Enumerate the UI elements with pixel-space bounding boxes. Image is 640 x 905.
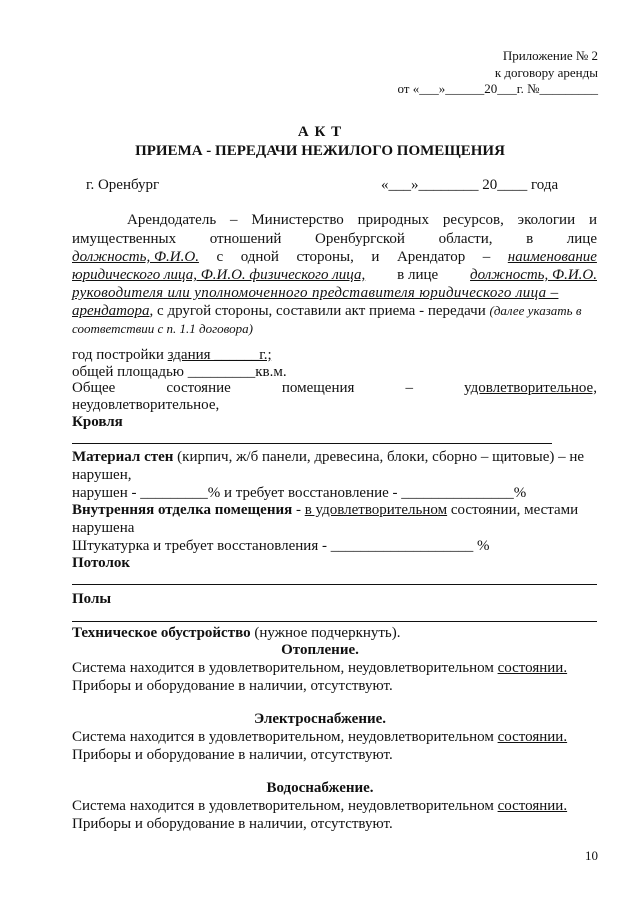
intro-word: отношений	[209, 231, 282, 247]
interior-rest: состоянии, местами	[447, 502, 579, 518]
water-line-2: Приборы и оборудование в наличии, отсутствуют.	[72, 816, 393, 832]
state-word: состояние	[166, 380, 231, 396]
tech-line	[72, 625, 401, 642]
intro-word: одной	[240, 249, 279, 265]
intro-line-7: соответствии с п. 1.1 договора)	[72, 321, 253, 336]
water-title: Водоснабжение.	[266, 780, 374, 796]
tech-note: (нужное подчеркнуть).	[250, 625, 401, 641]
city: г. Оренбург	[86, 177, 160, 193]
intro-word: лице	[566, 231, 597, 247]
intro-word: в лице	[397, 267, 439, 283]
system-state: состоянии.	[497, 660, 568, 676]
page-number: 10	[585, 848, 598, 863]
electricity-line-2: Приборы и оборудование в наличии, отсутствуют.	[72, 747, 393, 763]
intro-line-1	[127, 212, 597, 229]
plaster-line: Штукатурка и требует восстановления - ___________________ %	[72, 538, 490, 554]
build-year-value: здания ______г.;	[167, 347, 272, 363]
interior-line-1	[72, 502, 578, 519]
intro-word: и	[371, 249, 380, 265]
annex-line-2: к договору аренды	[494, 65, 598, 80]
walls-label: Материал стен	[72, 449, 174, 465]
ceiling-line	[72, 584, 597, 585]
intro-word: Министерство	[251, 212, 344, 228]
floors-label: Полы	[72, 591, 112, 607]
intro-italic: должность, Ф.И.О.	[470, 267, 597, 283]
intro-word: в	[526, 231, 534, 247]
intro-word: с	[216, 249, 224, 265]
general-state-line	[72, 380, 597, 397]
state-word: помещения	[281, 380, 355, 396]
intro-word: Арендодатель	[127, 212, 217, 228]
walls-damaged: нарушен - _________% и требует восстановление - _______________%	[72, 485, 527, 501]
walls-line-2: нарушен,	[72, 467, 132, 483]
intro-word: Оренбургской	[315, 231, 405, 247]
intro-word: ресурсов,	[442, 212, 504, 228]
intro-word: –	[482, 249, 491, 265]
intro-italic: должность, Ф.И.О.	[72, 249, 199, 265]
roof-line	[72, 443, 552, 444]
intro-word: стороны,	[296, 249, 354, 265]
interior-dash: -	[292, 502, 305, 518]
system-state: состоянии.	[497, 729, 568, 745]
floors-line	[72, 621, 597, 622]
intro-word: Арендатор	[396, 249, 466, 265]
intro-line-2	[72, 231, 597, 248]
electricity-title: Электроснабжение.	[253, 711, 387, 727]
annex-line-3: от «___»______20___г. №_________	[397, 81, 598, 96]
system-text: Система находится в удовлетворительном, неудовлетворительном	[72, 660, 498, 676]
state-word: –	[405, 380, 413, 396]
heating-title: Отопление.	[281, 642, 359, 658]
roof-label: Кровля	[72, 414, 123, 430]
intro-line-6	[72, 303, 581, 320]
state-word: удовлетворительное,	[464, 380, 597, 396]
intro-italic: наименование	[507, 249, 597, 265]
interior-state: в удовлетворительном	[304, 502, 448, 518]
walls-line-1	[72, 449, 584, 466]
intro-word: области,	[438, 231, 493, 247]
heating-line-2: Приборы и оборудование в наличии, отсутствуют.	[72, 678, 393, 694]
heating-line-1	[72, 660, 567, 677]
system-text: Система находится в удовлетворительном, неудовлетворительном	[72, 798, 498, 814]
system-text: Система находится в удовлетворительном, неудовлетворительном	[72, 729, 498, 745]
title-subtitle: ПРИЕМА - ПЕРЕДАЧИ НЕЖИЛОГО ПОМЕЩЕНИЯ	[135, 143, 505, 159]
state-word: Общее	[72, 380, 116, 396]
ceiling-label: Потолок	[72, 555, 131, 571]
interior-label: Внутренняя отделка помещения	[72, 502, 293, 518]
intro-word: –	[230, 212, 238, 228]
intro-word: , с другой стороны, составили акт приема - передачи	[149, 303, 490, 319]
title-akt: А К Т	[297, 124, 343, 140]
water-line-1	[72, 798, 567, 815]
build-area: общей площадью _________кв.м.	[72, 364, 287, 380]
general-state-line-2: неудовлетворительное,	[72, 397, 220, 413]
intro-italic: (далее указать в	[489, 303, 582, 318]
intro-word: и	[588, 212, 597, 228]
build-year	[72, 347, 272, 364]
interior-line-2: нарушена	[72, 520, 135, 536]
intro-word: имущественных	[72, 231, 177, 247]
annex-line-1: Приложение № 2	[502, 48, 598, 63]
walls-text: (кирпич, ж/б панели, древесина, блоки, сборно – щитовые) – не	[173, 449, 585, 465]
intro-line-5: руководителя или уполномоченного представителя юридического лица –	[72, 285, 559, 301]
electricity-line-1	[72, 729, 567, 746]
build-year-label: год постройки	[72, 347, 168, 363]
intro-word: экологии	[517, 212, 576, 228]
intro-italic: арендатора	[72, 303, 150, 319]
system-state: состоянии.	[497, 798, 568, 814]
intro-word: природных	[357, 212, 430, 228]
intro-line-4	[72, 267, 597, 284]
date-blank: «___»________ 20____ года	[381, 177, 559, 193]
intro-italic: юридического лица, Ф.И.О. физического лица,	[72, 267, 366, 283]
intro-line-3	[72, 249, 597, 266]
tech-label: Техническое обустройство	[72, 625, 251, 641]
